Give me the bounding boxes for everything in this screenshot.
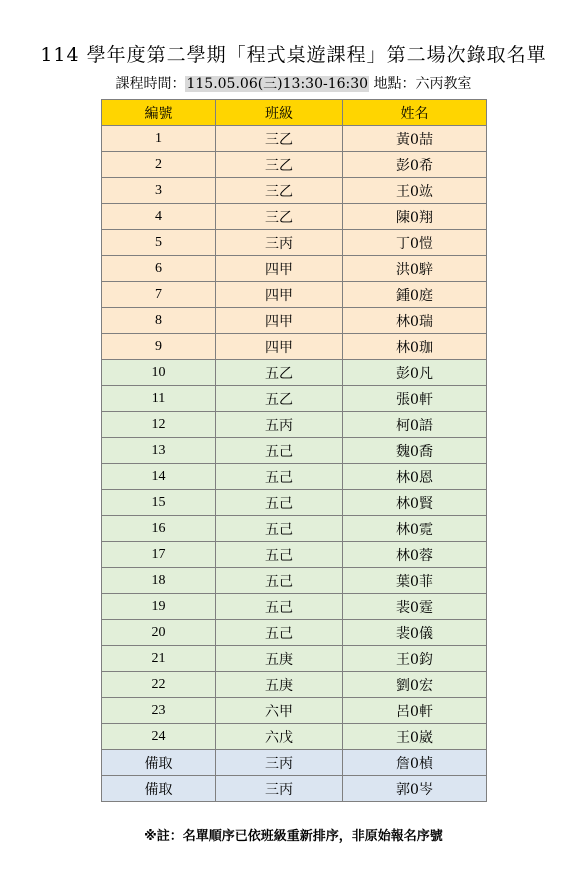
cell-class: 五丙 (216, 412, 343, 438)
cell-number: 5 (102, 230, 216, 256)
table-row (102, 360, 487, 386)
table-row (102, 126, 487, 152)
cell-class: 四甲 (216, 308, 343, 334)
table-row (102, 620, 487, 646)
table-row (102, 334, 487, 360)
cell-number: 13 (102, 438, 216, 464)
cell-class: 六戊 (216, 724, 343, 750)
course-location: 地點：六丙教室 (369, 76, 472, 92)
cell-name: 詹0楨 (343, 750, 487, 776)
cell-class: 四甲 (216, 334, 343, 360)
cell-name: 葉0菲 (343, 568, 487, 594)
cell-name: 鍾0庭 (343, 282, 487, 308)
cell-name: 林0恩 (343, 464, 487, 490)
table-row (102, 672, 487, 698)
cell-name: 郭0岑 (343, 776, 487, 802)
cell-class: 三丙 (216, 750, 343, 776)
cell-class: 三丙 (216, 230, 343, 256)
cell-name: 劉0宏 (343, 672, 487, 698)
cell-class: 三乙 (216, 152, 343, 178)
course-time-value: 115.05.06(三)13:30-16:30 (186, 76, 369, 92)
cell-number: 24 (102, 724, 216, 750)
cell-number: 14 (102, 464, 216, 490)
cell-name: 林0賢 (343, 490, 487, 516)
table-row (102, 750, 487, 776)
table-row (102, 646, 487, 672)
table-row (102, 542, 487, 568)
cell-number: 18 (102, 568, 216, 594)
course-info (0, 73, 587, 93)
cell-name: 彭0希 (343, 152, 487, 178)
cell-class: 四甲 (216, 256, 343, 282)
cell-number: 21 (102, 646, 216, 672)
cell-name: 王0崴 (343, 724, 487, 750)
cell-name: 黃0喆 (343, 126, 487, 152)
cell-name: 丁0愷 (343, 230, 487, 256)
cell-name: 裴0儀 (343, 620, 487, 646)
column-header-name: 姓名 (343, 100, 487, 126)
column-header-class: 班級 (216, 100, 343, 126)
table-row (102, 594, 487, 620)
cell-number: 23 (102, 698, 216, 724)
cell-number: 12 (102, 412, 216, 438)
cell-name: 柯0語 (343, 412, 487, 438)
cell-number: 2 (102, 152, 216, 178)
cell-class: 五乙 (216, 386, 343, 412)
footnote: ※註：名單順序已依班級重新排序，非原始報名序號 (144, 829, 443, 844)
cell-name: 張0軒 (343, 386, 487, 412)
cell-class: 六甲 (216, 698, 343, 724)
cell-name: 魏0喬 (343, 438, 487, 464)
cell-class: 五己 (216, 438, 343, 464)
cell-class: 五己 (216, 620, 343, 646)
table-row (102, 204, 487, 230)
cell-number: 7 (102, 282, 216, 308)
cell-class: 三丙 (216, 776, 343, 802)
cell-number: 備取 (102, 750, 216, 776)
table-header-row (102, 100, 487, 126)
cell-class: 四甲 (216, 282, 343, 308)
table-row (102, 412, 487, 438)
cell-number: 17 (102, 542, 216, 568)
cell-class: 五己 (216, 516, 343, 542)
cell-number: 22 (102, 672, 216, 698)
table-row (102, 776, 487, 802)
cell-class: 五己 (216, 490, 343, 516)
cell-class: 三乙 (216, 178, 343, 204)
cell-class: 五庚 (216, 646, 343, 672)
cell-number: 3 (102, 178, 216, 204)
column-header-number: 編號 (102, 100, 216, 126)
table-row (102, 724, 487, 750)
table-body (102, 126, 487, 802)
table-row (102, 230, 487, 256)
table-row (102, 256, 487, 282)
cell-name: 裴0霆 (343, 594, 487, 620)
cell-number: 11 (102, 386, 216, 412)
cell-name: 林0霓 (343, 516, 487, 542)
cell-class: 五己 (216, 464, 343, 490)
cell-number: 1 (102, 126, 216, 152)
cell-number: 4 (102, 204, 216, 230)
cell-number: 20 (102, 620, 216, 646)
cell-name: 王0竑 (343, 178, 487, 204)
cell-number: 8 (102, 308, 216, 334)
cell-name: 呂0軒 (343, 698, 487, 724)
cell-class: 五庚 (216, 672, 343, 698)
table-row (102, 464, 487, 490)
cell-class: 五己 (216, 568, 343, 594)
cell-number: 15 (102, 490, 216, 516)
cell-name: 林0蓉 (343, 542, 487, 568)
table-row (102, 698, 487, 724)
cell-name: 王0鈞 (343, 646, 487, 672)
table-row (102, 516, 487, 542)
cell-number: 19 (102, 594, 216, 620)
table-row (102, 490, 487, 516)
cell-name: 林0瑞 (343, 308, 487, 334)
cell-name: 陳0翔 (343, 204, 487, 230)
table-row (102, 438, 487, 464)
cell-number: 備取 (102, 776, 216, 802)
cell-number: 10 (102, 360, 216, 386)
table-row (102, 282, 487, 308)
cell-name: 洪0騂 (343, 256, 487, 282)
course-time-label: 課程時間： (115, 76, 186, 92)
table-row (102, 308, 487, 334)
cell-class: 五己 (216, 594, 343, 620)
cell-number: 6 (102, 256, 216, 282)
cell-class: 三乙 (216, 204, 343, 230)
table-row (102, 386, 487, 412)
cell-class: 三乙 (216, 126, 343, 152)
admission-table (101, 99, 487, 802)
table-row (102, 152, 487, 178)
table-row (102, 568, 487, 594)
cell-number: 16 (102, 516, 216, 542)
cell-class: 五乙 (216, 360, 343, 386)
cell-class: 五己 (216, 542, 343, 568)
cell-number: 9 (102, 334, 216, 360)
table-row (102, 178, 487, 204)
cell-name: 彭0凡 (343, 360, 487, 386)
page-title: 114 學年度第二學期「程式桌遊課程」第二場次錄取名單 (40, 44, 547, 66)
cell-name: 林0珈 (343, 334, 487, 360)
